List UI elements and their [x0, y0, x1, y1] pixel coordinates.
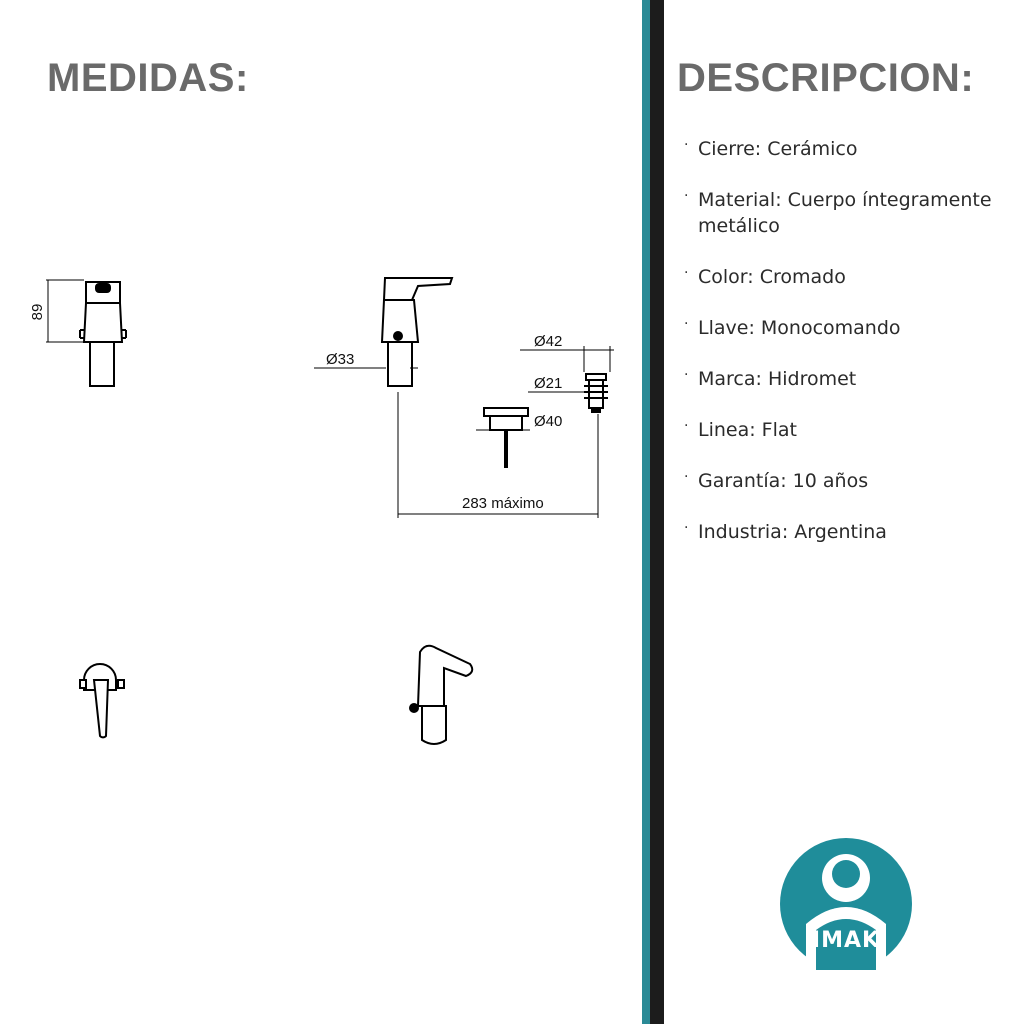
divider-dark-stripe: [650, 0, 664, 1024]
dim-diameter-42-label: Ø42: [534, 333, 563, 350]
spec-item-linea: · Linea: Flat: [684, 418, 797, 441]
dim-diameter-33-label: Ø33: [326, 351, 355, 368]
spec-item-marca: · Marca: Hidromet: [684, 367, 857, 390]
imak-logo: [772, 838, 920, 970]
front-view-drawing: [46, 280, 126, 386]
dim-height-label: 89: [29, 303, 46, 321]
side-view-drawing: [314, 278, 452, 518]
divider-teal-stripe: [642, 0, 650, 1024]
spec-item-llave: · Llave: Monocomando: [684, 316, 901, 339]
medidas-heading: MEDIDAS:: [47, 56, 249, 100]
perspective-view-drawing: [410, 646, 472, 744]
dim-diameter-40-label: Ø40: [534, 413, 563, 430]
descripcion-heading: DESCRIPCION:: [677, 56, 975, 100]
dim-diameter-21-label: Ø21: [534, 375, 563, 392]
spec-item-garantia: · Garantía: 10 años: [684, 469, 869, 492]
spec-item-industria: · Industria: Argentina: [684, 520, 887, 543]
spec-item-color: · Color: Cromado: [684, 265, 846, 288]
spec-item-material: · Material: Cuerpo íntegramente metálico: [684, 188, 992, 237]
dim-max-length-label: 283 máximo: [462, 495, 544, 512]
spec-list: [684, 136, 1014, 570]
top-view-drawing: [80, 664, 124, 737]
popup-plug-drawing: [476, 408, 530, 468]
spec-item-cierre: · Cierre: Cerámico: [684, 137, 858, 160]
imak-logo-text: IMAK: [811, 928, 881, 953]
